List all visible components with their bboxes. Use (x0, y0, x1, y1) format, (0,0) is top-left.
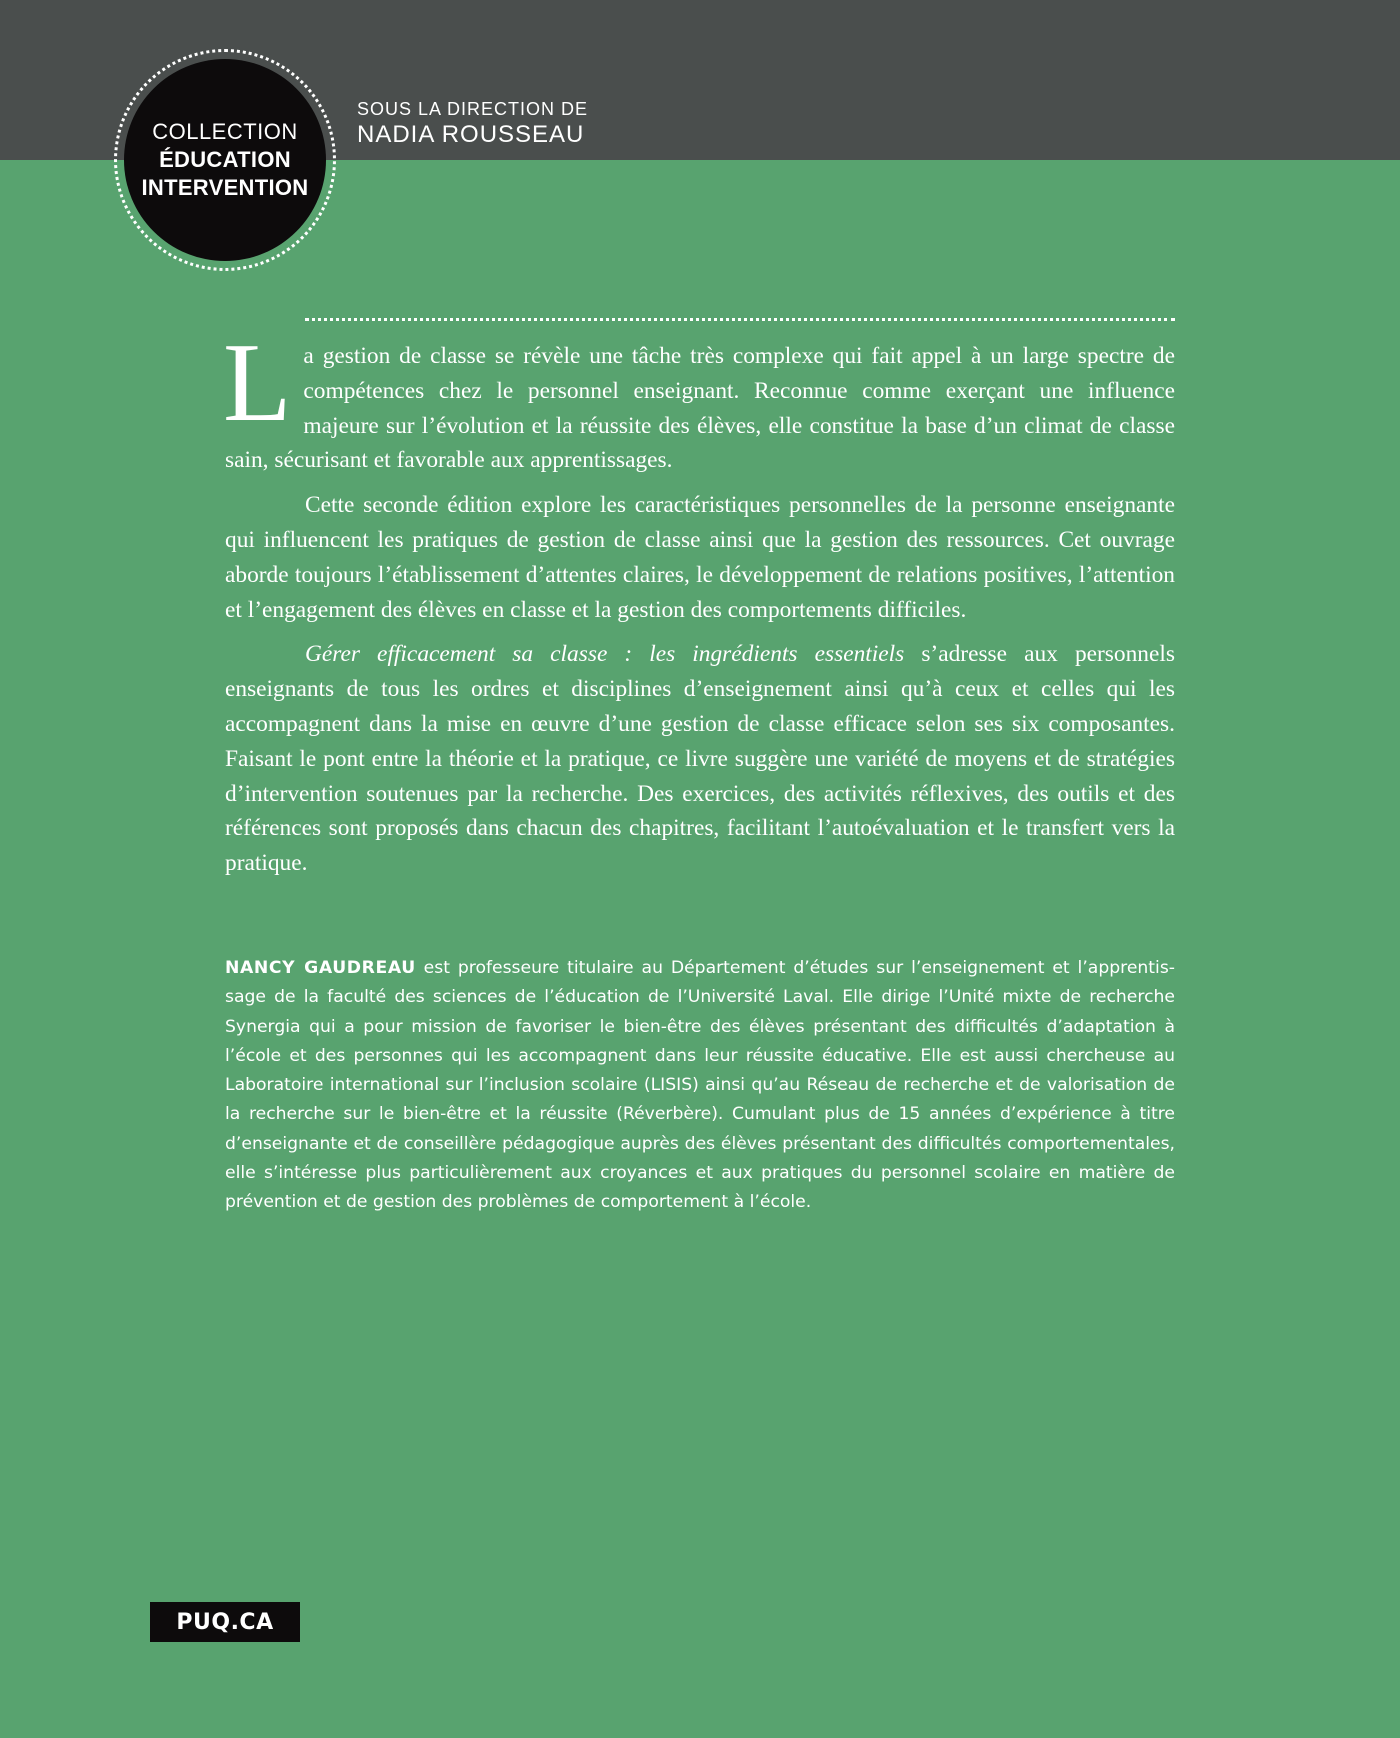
book-description (225, 318, 1175, 881)
description-paragraph-3 (225, 637, 1175, 881)
editor-name: NADIA ROUSSEAU (357, 121, 585, 148)
editor-label: SOUS LA DIRECTION DE (357, 99, 589, 119)
publisher-logo: PUQ.CA (150, 1602, 300, 1642)
author-bio-text: est professeure titulaire au Département d’études sur l’enseignement et l’apprentissage de la faculté des sciences de l’éducation de l’Université Laval. Elle dirige l’Unité mixte de recherche Synergia qui a pour mission de favoriser le bien-être des élèves présentant des difficultés d’adaptation à l’école et des personnes qui les accompagnent dans leur réussite éducative. Elle est aussi chercheuse au Laboratoire international sur l’inclusion scolaire (LISIS) ainsi qu’au Réseau de recherche et de valorisation de la recherche sur le bien-être et la réussite (Réverbère). Cumulant plus de 15 années d’expérience à titre d’enseignante et de conseillère pédagogique auprès des élèves présentant des difficultés comportementales, elle s’intéresse plus particulièrement aux croyances et aux pratiques du personnel scolaire en matière de prévention et de gestion des problèmes de comportement à l’école. (225, 958, 1175, 1213)
description-paragraph-1 (223, 321, 1175, 478)
collection-label: COLLECTION (152, 119, 298, 144)
collection-badge (124, 59, 326, 261)
collection-name-line2: INTERVENTION (141, 175, 309, 200)
editor-credit (357, 98, 588, 150)
dotted-rule (305, 318, 1175, 321)
description-paragraph-1-text: a gestion de classe se révèle une tâche très complexe qui fait appel à un large spectre de compétences chez le personnel enseignant. Reconnue comme exerçant une influence majeure sur l’évolution et la réussite des élèves, elle constitue la base d’un climat de classe sain, sécurisant et favorable aux apprentissages. (225, 343, 1175, 474)
description-paragraph-3-text: s’adresse aux personnels enseignants de tous les ordres et disciplines d’enseignement ainsi qu’à ceux et celles qui les accompagnent dans la mise en œuvre d’une gestion de classe efficace selon ses six composantes. Faisant le pont entre la théorie et la pratique, ce livre suggère une variété de moyens et de stratégies d’intervention soutenues par la recherche. Des exercices, des activités réflexives, des outils et des références sont proposés dans chacun des chapitres, facilitant l’autoévaluation et le transfert vers la pratique. (225, 641, 1175, 877)
description-paragraph-2: Cette seconde édition explore les caractéristiques personnelles de la personne enseignante qui influencent les pratiques de gestion de classe ainsi que la gestion des ressources. Cet ouvrage aborde toujours l’établissement d’attentes claires, le développement de relations positives, l’attention et l’engagement des élèves en classe et la gestion des comportements difficiles. (225, 492, 1175, 623)
collection-name-line1: ÉDUCATION (159, 147, 291, 172)
drop-cap: L (223, 321, 292, 445)
author-bio (225, 954, 1175, 1218)
book-title: Gérer efficacement sa classe : les ingrédients essentiels (305, 641, 905, 668)
author-name: NANCY GAUDREAU (225, 958, 416, 978)
